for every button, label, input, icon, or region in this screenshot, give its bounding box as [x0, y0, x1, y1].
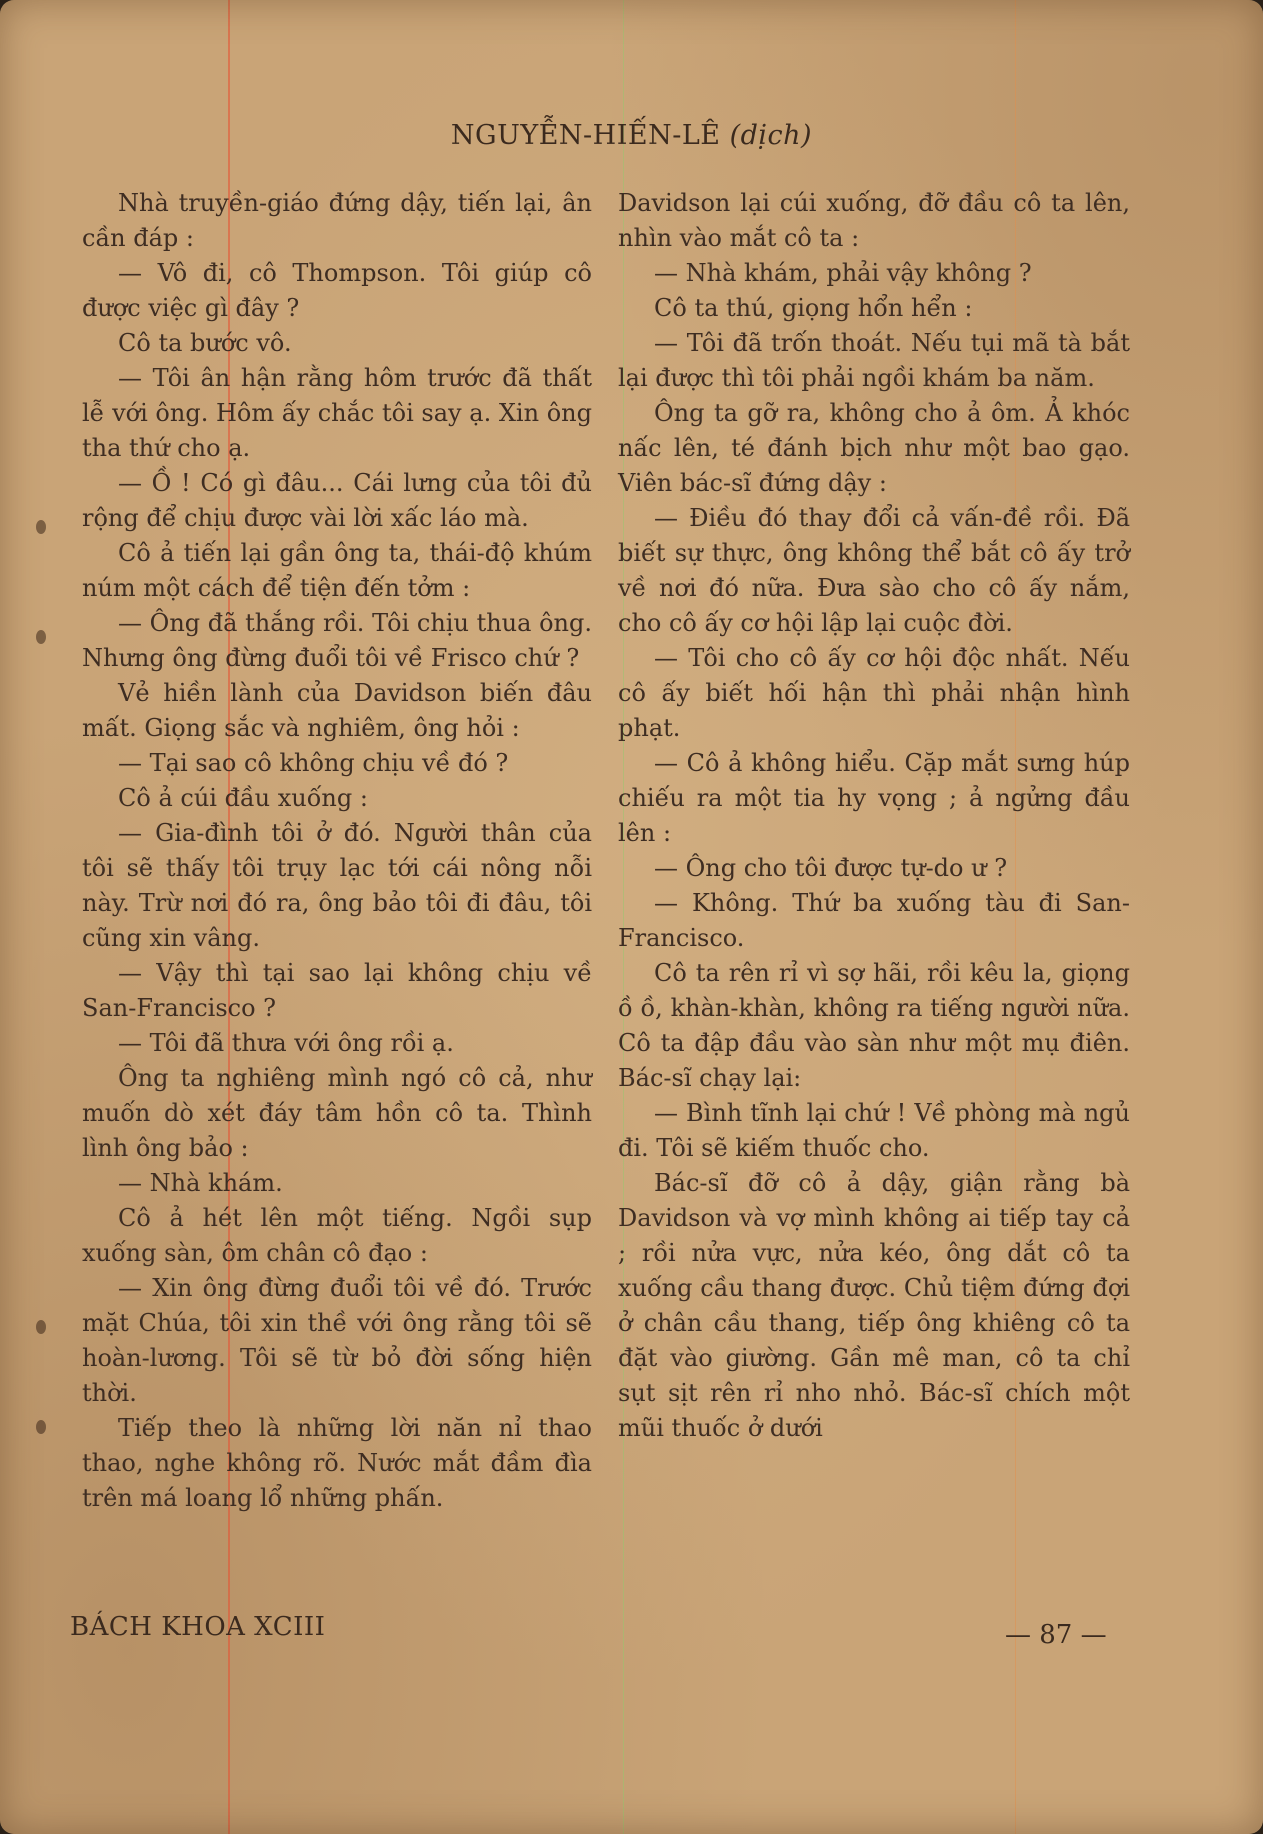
paragraph: — Gia-đình tôi ở đó. Người thân của tôi sẽ thấy tôi trụy lạc tới cái nông nỗi này. Trừ nơi đó ra, ông bảo tôi đi đâu, tôi cũng xin vâng.: [82, 819, 592, 952]
paragraph: — Tại sao cô không chịu về đó ?: [118, 749, 509, 777]
paragraph: Vẻ hiền lành của Davidson biến đâu mất. Giọng sắc và nghiêm, ông hỏi :: [82, 679, 592, 742]
paragraph: — Cô ả không hiểu. Cặp mắt sưng húp chiếu ra một tia hy vọng ; ả ngửng đầu lên :: [618, 749, 1130, 847]
right-text-column: [618, 186, 1130, 1446]
paragraph: — Không. Thứ ba xuống tàu đi San-Francisco.: [618, 889, 1130, 952]
paragraph: — Xin ông đừng đuổi tôi về đó. Trước mặt Chúa, tôi xin thề với ông rằng tôi sẽ hoàn-lương. Tôi sẽ từ bỏ đời sống hiện thời.: [82, 1274, 592, 1407]
binding-hole-mark: [36, 520, 46, 534]
paragraph: — Bình tĩnh lại chứ ! Về phòng mà ngủ đi. Tôi sẽ kiếm thuốc cho.: [618, 1099, 1130, 1162]
paragraph: Cô ta rên rỉ vì sợ hãi, rồi kêu la, giọng ồ ồ, khàn-khàn, không ra tiếng người nữa. Cô ta đập đầu vào sàn như một mụ điên. Bác-sĩ chạy lại:: [618, 959, 1130, 1092]
paragraph: Davidson lại cúi xuống, đỡ đầu cô ta lên, nhìn vào mắt cô ta :: [618, 189, 1130, 252]
paragraph: — Ồ ! Có gì đâu... Cái lưng của tôi đủ rộng để chịu được vài lời xấc láo mà.: [82, 469, 592, 532]
paragraph: Cô ả cúi đầu xuống :: [118, 784, 368, 812]
paragraph: Cô ả tiến lại gần ông ta, thái-độ khúm núm một cách để tiện đến tởm :: [82, 539, 592, 602]
paragraph: — Điều đó thay đổi cả vấn-đề rồi. Đã biết sự thực, ông không thể bắt cô ấy trở về nơi đó nữa. Đưa sào cho cô ấy nắm, cho cô ấy cơ hội lập lại cuộc đời.: [618, 504, 1130, 637]
paragraph: — Tôi ân hận rằng hôm trước đã thất lễ với ông. Hôm ấy chắc tôi say ạ. Xin ông tha thứ cho ạ.: [82, 364, 592, 462]
paragraph: Cô ta bước vô.: [118, 329, 292, 357]
paragraph: — Tôi đã thưa với ông rồi ạ.: [118, 1029, 454, 1057]
paragraph: — Tôi cho cô ấy cơ hội độc nhất. Nếu cô ấy biết hối hận thì phải nhận hình phạt.: [618, 644, 1130, 742]
journal-title: BÁCH KHOA XCIII: [70, 1612, 326, 1642]
paragraph: Cô ta thú, giọng hổn hển :: [654, 294, 973, 322]
paragraph: Tiếp theo là những lời năn nỉ thao thao, nghe không rõ. Nước mắt đầm đìa trên má loang lổ những phấn.: [82, 1414, 592, 1512]
binding-hole-mark: [36, 1320, 46, 1334]
paragraph: — Nhà khám.: [118, 1169, 283, 1197]
paragraph: — Ông đã thắng rồi. Tôi chịu thua ông. Nhưng ông đừng đuổi tôi về Frisco chứ ?: [82, 609, 592, 672]
binding-hole-mark: [36, 1420, 46, 1434]
left-text-column: [82, 186, 592, 1516]
paragraph: — Tôi đã trốn thoát. Nếu tụi mã tà bắt lại được thì tôi phải ngồi khám ba năm.: [618, 329, 1130, 392]
paragraph: Nhà truyền-giáo đứng dậy, tiến lại, ân cần đáp :: [82, 189, 592, 252]
paragraph: Ông ta gỡ ra, không cho ả ôm. Ả khóc nấc lên, té đánh bịch như một bao gạo. Viên bác-sĩ đứng dậy :: [618, 399, 1130, 497]
running-header: [0, 120, 1263, 151]
page-number: — 87 —: [1005, 1620, 1107, 1650]
paragraph: Ông ta nghiêng mình ngó cô cả, như muốn dò xét đáy tâm hồn cô ta. Thình lình ông bảo :: [82, 1064, 592, 1162]
paragraph: Cô ả hét lên một tiếng. Ngồi sụp xuống sàn, ôm chân cô đạo :: [82, 1204, 592, 1267]
author-name: NGUYỄN-HIẾN-LÊ: [450, 120, 721, 151]
translator-credit: (dịch): [729, 120, 813, 151]
paragraph: — Ông cho tôi được tự-do ư ?: [654, 854, 1008, 882]
paragraph: Bác-sĩ đỡ cô ả dậy, giận rằng bà Davidson và vợ mình không ai tiếp tay cả ; rồi nửa vực, nửa kéo, ông dắt cô ta xuống cầu thang được. Chủ tiệm đứng đợi ở chân cầu thang, tiếp ông khiêng cô ta đặt vào giường. Gần mê man, cô ta chỉ sụt sịt rên rỉ nho nhỏ. Bác-sĩ chích một mũi thuốc ở dưới: [618, 1169, 1130, 1442]
paragraph: — Vô đi, cô Thompson. Tôi giúp cô được việc gì đây ?: [82, 259, 592, 322]
binding-hole-mark: [36, 630, 46, 644]
paragraph: — Vậy thì tại sao lại không chịu về San-Francisco ?: [82, 959, 592, 1022]
paragraph: — Nhà khám, phải vậy không ?: [654, 259, 1032, 287]
